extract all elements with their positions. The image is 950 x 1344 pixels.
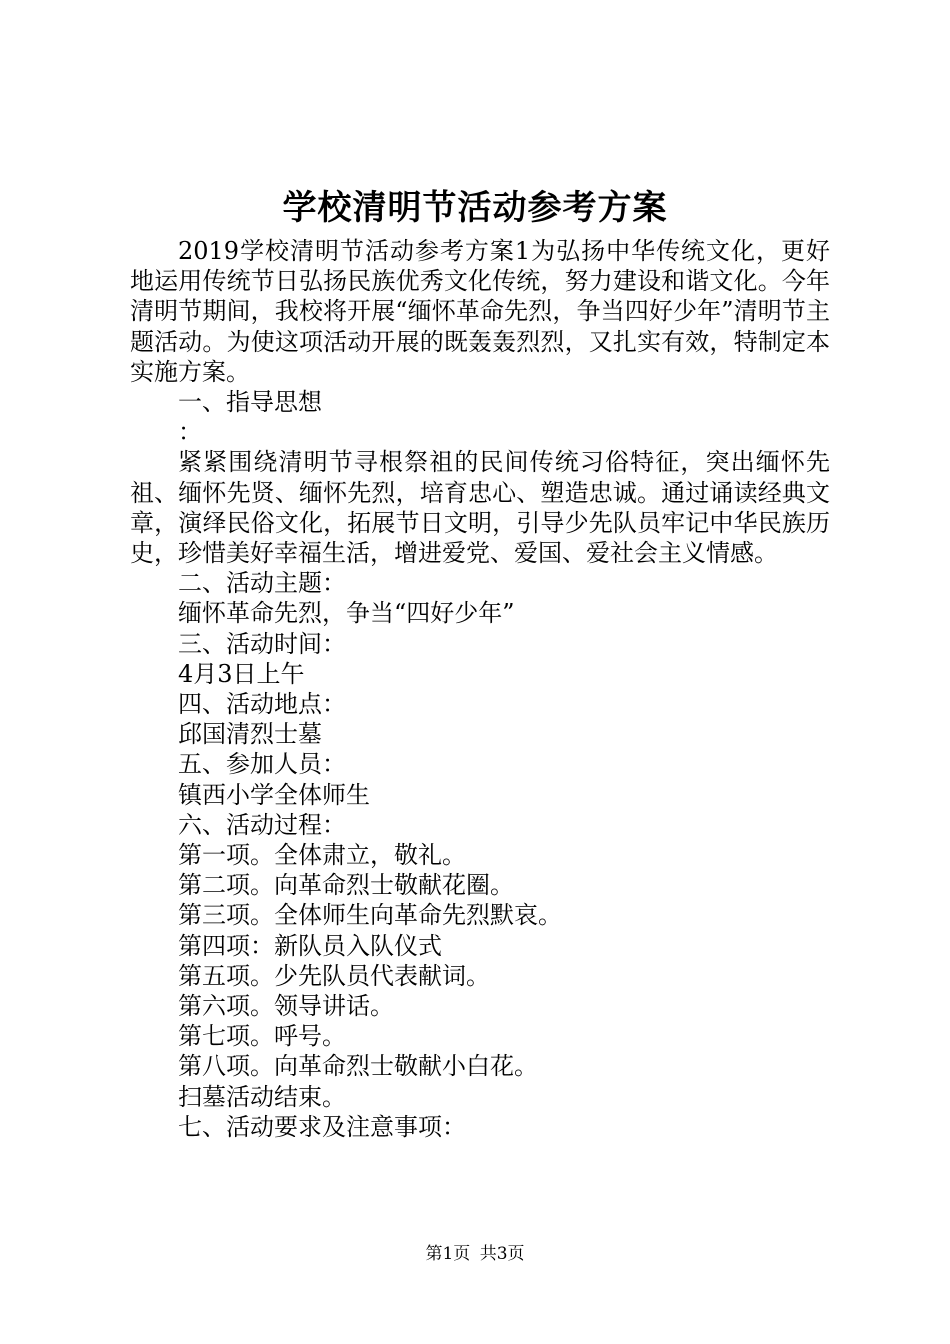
section-heading-process: 六、活动过程： [178, 810, 346, 839]
document-body [130, 236, 830, 1142]
page-footer: 第1页 共3页 [425, 1244, 525, 1264]
list-item: 第二项。向革命烈士敬献花圈。 [178, 871, 514, 900]
list-item: 第五项。少先队员代表献词。 [178, 961, 490, 990]
list-item: 第七项。呼号。 [178, 1022, 346, 1051]
section-heading-requirements: 七、活动要求及注意事项： [178, 1112, 466, 1141]
section-heading-guiding-thought: 一、指导思想 [178, 388, 322, 417]
section-heading-theme: 二、活动主题： [178, 569, 346, 598]
section-heading-participants: 五、参加人员： [178, 750, 346, 779]
page-title: 学校清明节活动参考方案 [282, 188, 668, 228]
list-item: 第三项。全体师生向革命先烈默哀。 [178, 901, 562, 930]
guiding-thought-paragraph: 紧紧围绕清明节寻根祭祖的民间传统习俗特征，突出缅怀先祖、缅怀先贤、缅怀先烈，培育忠心、塑造忠诚。通过诵读经典文章，演绎民俗文化，拓展节日文明，引导少先队员牢记中华民族历史，珍惜美好幸福生活，增进爱党、爱国、爱社会主义情感。 [130, 448, 830, 568]
section-heading-colon: ： [178, 418, 202, 447]
theme-value: 缅怀革命先烈，争当“四好少年” [178, 599, 515, 628]
list-item: 第一项。全体肃立，敬礼。 [178, 841, 466, 870]
list-item: 第八项。向革命烈士敬献小白花。 [178, 1052, 538, 1081]
participants-value: 镇西小学全体师生 [178, 780, 370, 809]
intro-paragraph: 2019学校清明节活动参考方案1为弘扬中华传统文化，更好地运用传统节日弘扬民族优秀文化传统，努力建设和谐文化。今年清明节期间，我校将开展“缅怀革命先烈，争当四好少年”清明节主题活动。为使这项活动开展的既轰轰烈烈，又扎实有效，特制定本实施方案。 [130, 237, 830, 386]
section-heading-location: 四、活动地点： [178, 690, 346, 719]
list-item: 第四项：新队员入队仪式 [178, 931, 442, 960]
closing-line: 扫墓活动结束。 [178, 1082, 346, 1111]
list-item: 第六项。领导讲话。 [178, 992, 394, 1021]
section-heading-time: 三、活动时间： [178, 629, 346, 658]
time-value: 4月3日上午 [178, 659, 305, 688]
location-value: 邱国清烈士墓 [178, 720, 322, 749]
